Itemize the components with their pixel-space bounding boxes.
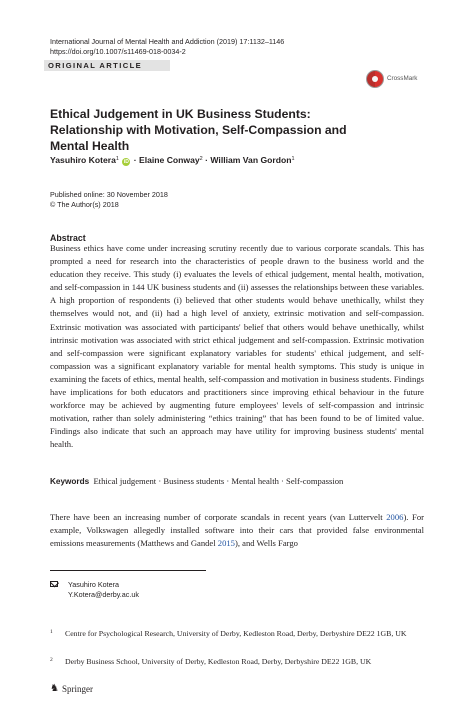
author-affiliation-ref: 2 [199,156,203,162]
author-name[interactable]: Yasuhiro Kotera [50,155,116,165]
intro-text: ), and Wells Fargo [234,538,298,549]
keywords-list: Ethical judgement · Business students · Mental health · Self-compassion [93,476,344,486]
envelope-icon [50,581,58,587]
author-separator: · [133,155,137,165]
abstract-heading: Abstract [50,233,86,243]
abstract-text: Business ethics have come under increasing scrutiny recently due to various corporate scandals. This has prompted a need for research into the characteristics of people drawn to the business world and the education they receive. This study (i) evaluates the levels of ethical judgement, mental health, motivation, and self-compassion in 144 UK business students and (ii) assesses the relationships between these variables. A high proportion of respondents (i) believed that other students would behave unethically, whilst they themselves would not, and (ii) had a high level of anxiety, extrinsic motivation and self-compassion. Extrinsic motivation was associated with participants' belief that others would behave unethically, whilst intrinsic motivation was associated with strict ethical judgement and self-compassion. Extrinsic motivation and self-compassion were significant explanatory variables for students' ethical judgement, and self-compassion was a significant explanatory variable for mental health symptoms. This study is unique in examining the facets of ethics, mental health, self-compassion and motivation in business students. Findings have implications for both educators and practitioners since improving ethical behaviour in the future workforce may be achieved by augmenting future employees' levels of self-compassion and intrinsic motivation, rather than solely administering “ethics training” that has been found to be of limited value. Findings also indicate that such an approach may have utility for improving business students' mental health. [50,243,424,450]
affiliation-text: Derby Business School, University of Derby, Kedleston Road, Derby, Derbyshire DE22 1GB, UK [65,657,372,666]
orcid-icon[interactable]: iD [123,159,129,165]
intro-text: ). For example, Volkswagen allegedly installed software into their cars that provided false environmental emissions measurements (Matthews and Gandel [50,512,424,549]
affiliation-number: 2 [50,657,53,663]
author-affiliation-ref: 1 [291,156,295,162]
intro-text: There have been an increasing number of corporate scandals in recent years (van Luttervelt [50,512,387,522]
footnote-divider [50,570,206,571]
citation-link[interactable]: 2006 [386,512,404,522]
article-title: Ethical Judgement in UK Business Students: Relationship with Motivation, Self-Compassion and Mental Health [50,107,347,153]
publisher-name: Springer [62,684,93,694]
journal-line: International Journal of Mental Health and Addiction (2019) 17:1132–1146 [50,37,285,46]
introduction-paragraph [50,511,424,550]
keywords [50,475,424,488]
correspondence [50,580,139,600]
crossmark-icon [366,70,384,88]
affiliation-text: Centre for Psychological Research, University of Derby, Kedleston Road, Derby, Derbyshire DE22 1GB, UK [65,629,407,638]
author-name[interactable]: Elaine Conway [139,155,200,165]
article-type-badge [44,60,170,71]
article-type-label: ORIGINAL ARTICLE [48,61,143,70]
doi-link[interactable]: https://doi.org/10.1007/s11469-018-0034-2 [50,47,186,56]
author-affiliation-ref: 1 [115,156,119,162]
author-name[interactable]: William Van Gordon [210,155,292,165]
crossmark-button[interactable] [366,70,426,90]
corresponding-email[interactable]: Y.Kotera@derby.ac.uk [68,590,139,599]
author-list [50,153,295,166]
keywords-label: Keywords [50,477,90,486]
author-separator: · [205,155,208,165]
copyright-notice: © The Author(s) 2018 [50,199,119,209]
published-date: Published online: 30 November 2018 [50,190,168,199]
affiliation-number: 1 [50,629,53,635]
crossmark-label: CrossMark [387,75,418,82]
publication-info [50,190,168,209]
journal-citation [50,37,284,57]
springer-horse-icon: ♞ [50,683,59,694]
corresponding-author: Yasuhiro Kotera [68,580,120,589]
citation-link[interactable]: 2015 [217,538,235,549]
